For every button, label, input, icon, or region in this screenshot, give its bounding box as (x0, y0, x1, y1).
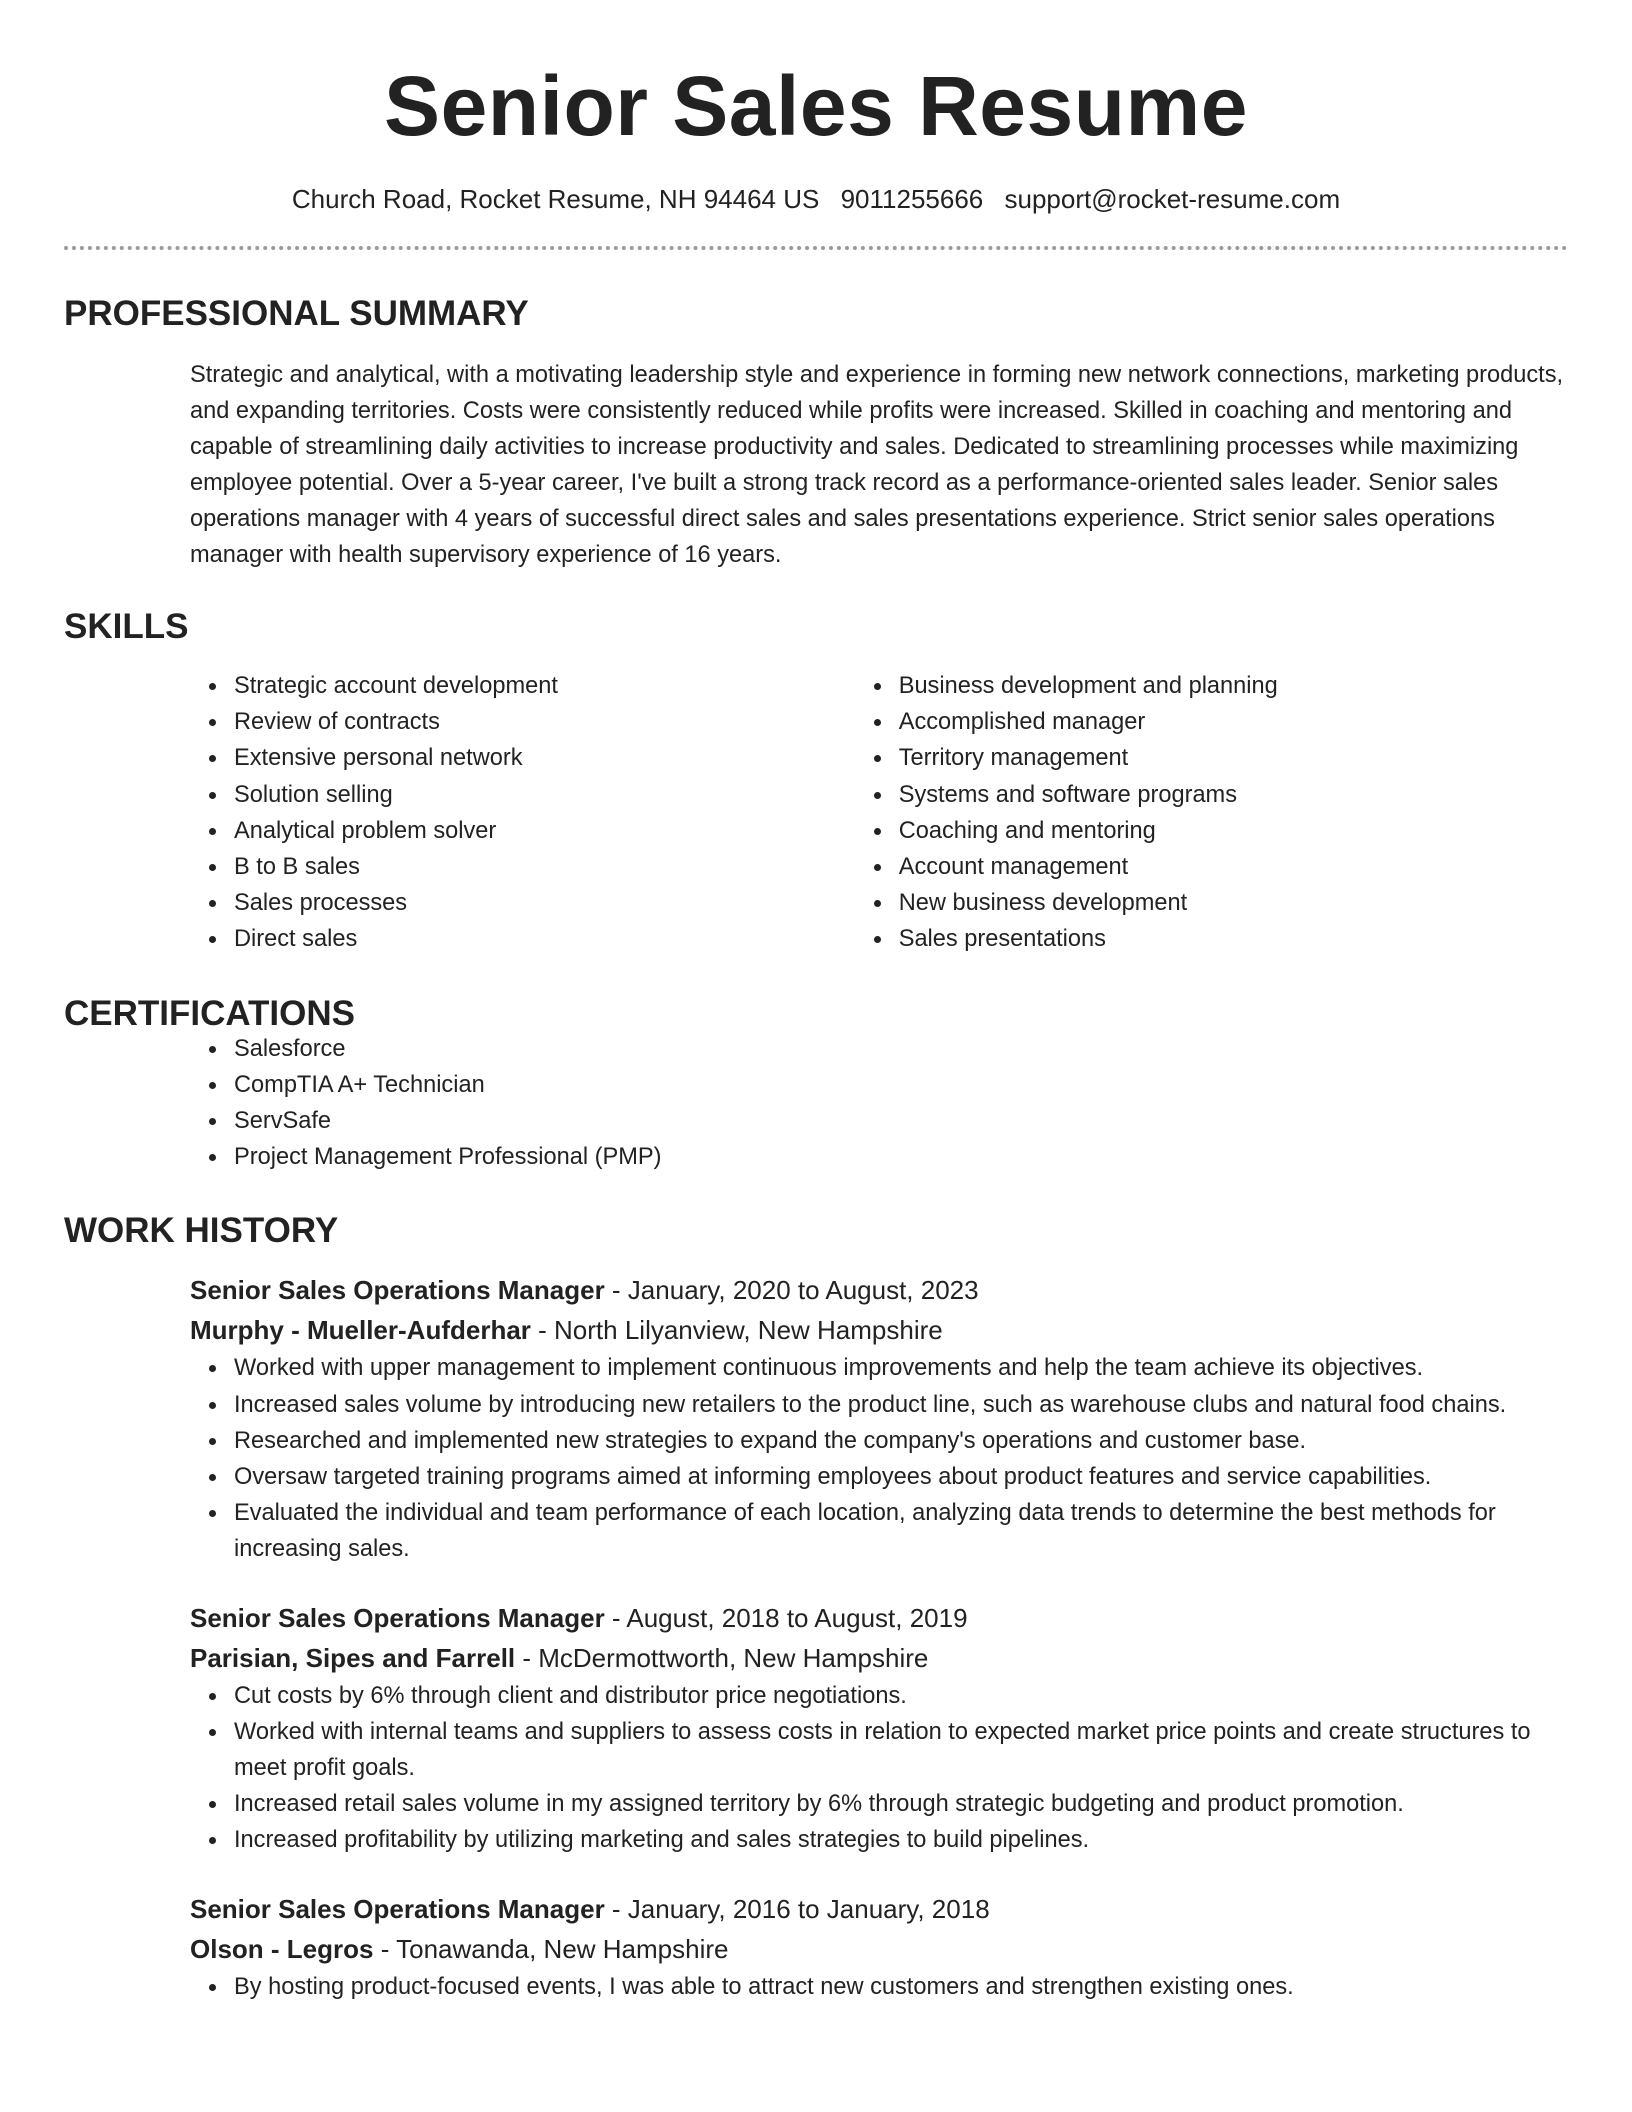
job-bullet: Worked with upper management to implement continuous improvements and help the team achieve its objectives. (234, 1350, 1568, 1386)
skills-list-left (64, 668, 729, 958)
skills-list-right (729, 668, 1568, 958)
job-entry (190, 1598, 1568, 1859)
skills-heading: SKILLS (64, 607, 189, 646)
job-location: - North Lilyanview, New Hampshire (530, 1315, 943, 1346)
job-company-line (190, 1929, 1568, 1969)
job-role: Senior Sales Operations Manager (190, 1275, 605, 1306)
job-entry (190, 1270, 1568, 1567)
summary-heading: PROFESSIONAL SUMMARY (64, 294, 529, 333)
skills-columns (64, 668, 1568, 958)
job-bullets (190, 1969, 1568, 2005)
certification-item: CompTIA A+ Technician (234, 1067, 1568, 1103)
skill-item: Strategic account development (234, 668, 729, 704)
job-dates: - January, 2020 to August, 2023 (604, 1275, 979, 1306)
job-bullets (190, 1350, 1568, 1567)
contact-address: Church Road, Rocket Resume, NH 94464 US (291, 184, 820, 214)
job-role: Senior Sales Operations Manager (190, 1602, 605, 1633)
job-company: Olson - Legros (190, 1933, 374, 1964)
job-bullet: Researched and implemented new strategies to expand the company's operations and customer base. (234, 1423, 1568, 1459)
job-company-line (190, 1638, 1568, 1678)
contact-phone: 9011255666 (840, 184, 984, 214)
skill-item: Territory management (899, 740, 1568, 776)
job-company-line (190, 1310, 1568, 1350)
work-history-heading: WORK HISTORY (64, 1211, 339, 1251)
job-bullet: Evaluated the individual and team performance of each location, analyzing data trends to determine the best methods for increasing sales. (234, 1495, 1568, 1567)
job-role: Senior Sales Operations Manager (190, 1893, 605, 1924)
certifications-list (64, 1031, 1568, 1176)
job-bullet: Increased sales volume by introducing new retailers to the product line, such as warehouse clubs and natural food chains. (234, 1387, 1568, 1423)
job-bullet: Cut costs by 6% through client and distributor price negotiations. (234, 1678, 1568, 1714)
certifications-heading: CERTIFICATIONS (64, 993, 356, 1033)
skill-item: Sales presentations (899, 921, 1568, 957)
job-dates: - January, 2016 to January, 2018 (604, 1893, 990, 1924)
skill-item: Coaching and mentoring (899, 813, 1568, 849)
job-bullet: Worked with internal teams and suppliers to assess costs in relation to expected market price points and create structures to meet profit goals. (234, 1714, 1568, 1786)
summary-text: Strategic and analytical, with a motivating leadership style and experience in forming new network connections, marketing products, and expanding territories. Costs were consistently reduced while profits were increased. Skilled in coaching and mentoring and capable of streamlining daily activities to increase productivity and sales. Dedicated to streamlining processes while maximizing employee potential. Over a 5-year career, I've built a strong track record as a performance-oriented sales leader. Senior sales operations manager with 4 years of successful direct sales and sales presentations experience. Strict senior sales operations manager with health supervisory experience of 16 years. (190, 362, 1564, 568)
resume-page (64, 0, 1568, 2005)
skill-item: Systems and software programs (899, 777, 1568, 813)
header-divider (64, 246, 1568, 250)
skill-item: Account management (899, 849, 1568, 885)
job-role-line (190, 1598, 1568, 1638)
job-bullet: Oversaw targeted training programs aimed at informing employees about product features and service capabilities. (234, 1459, 1568, 1495)
job-location: - McDermottworth, New Hampshire (515, 1642, 929, 1673)
skill-item: Solution selling (234, 777, 729, 813)
skill-item: Review of contracts (234, 704, 729, 740)
skill-item: Direct sales (234, 921, 729, 957)
skill-item: New business development (899, 885, 1568, 921)
contact-email: support@rocket-resume.com (1004, 184, 1341, 214)
job-location: - Tonawanda, New Hampshire (373, 1933, 729, 1964)
skill-item: Accomplished manager (899, 704, 1568, 740)
job-dates: - August, 2018 to August, 2019 (604, 1602, 968, 1633)
resume-title: Senior Sales Resume (384, 59, 1248, 153)
job-bullet: Increased retail sales volume in my assigned territory by 6% through strategic budgeting and product promotion. (234, 1786, 1568, 1822)
certification-item: Project Management Professional (PMP) (234, 1139, 1568, 1175)
certification-item: ServSafe (234, 1103, 1568, 1139)
skill-item: B to B sales (234, 849, 729, 885)
job-bullet: By hosting product-focused events, I was able to attract new customers and strengthen existing ones. (234, 1969, 1568, 2005)
job-bullets (190, 1678, 1568, 1859)
job-role-line (190, 1889, 1568, 1929)
skill-item: Extensive personal network (234, 740, 729, 776)
job-company: Parisian, Sipes and Farrell (190, 1642, 516, 1673)
job-bullet: Increased profitability by utilizing marketing and sales strategies to build pipelines. (234, 1822, 1568, 1858)
job-entry (190, 1889, 1568, 2005)
skill-item: Sales processes (234, 885, 729, 921)
skill-item: Business development and planning (899, 668, 1568, 704)
contact-line (64, 186, 1568, 212)
certification-item: Salesforce (234, 1031, 1568, 1067)
job-role-line (190, 1270, 1568, 1310)
job-company: Murphy - Mueller-Aufderhar (190, 1315, 531, 1346)
skill-item: Analytical problem solver (234, 813, 729, 849)
